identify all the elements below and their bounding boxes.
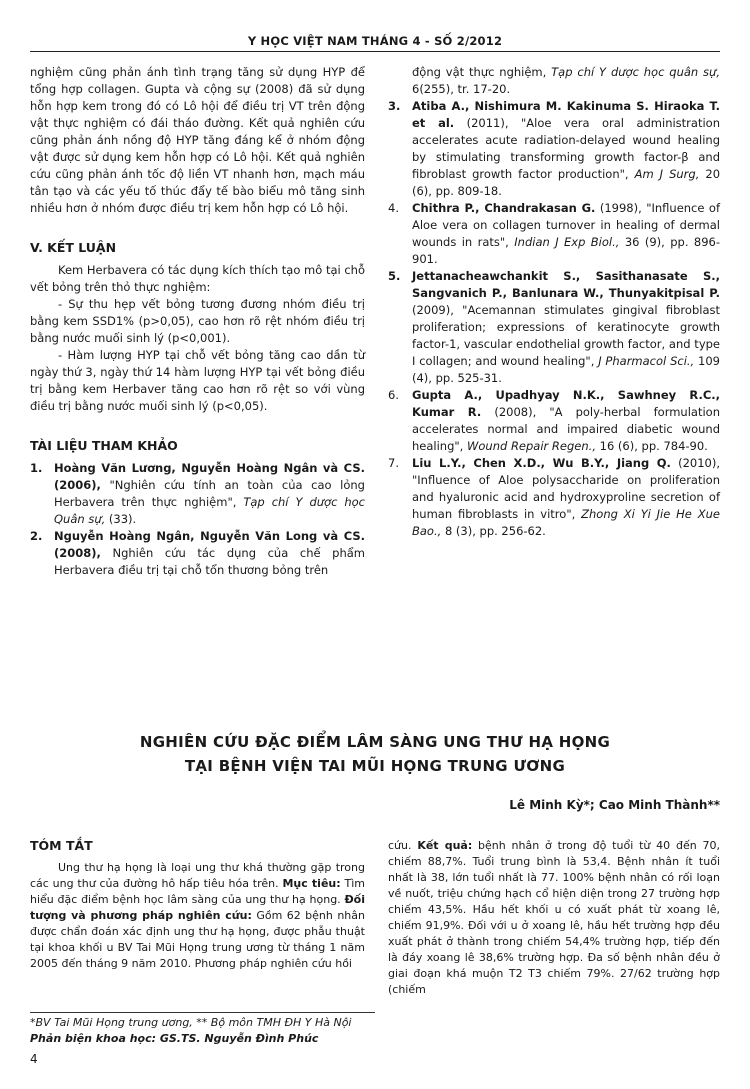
reference-item [30,460,365,528]
reference-text: (2008), "A poly-herbal formulation accelerates normal and impaired diabetic wound healing", [412,405,720,453]
reference-tail: 16 (6), pp. 784-90. [595,439,708,453]
reference-number: 2. [30,529,43,543]
article-authors: Lê Minh Kỳ*; Cao Minh Thành** [509,798,720,812]
article-title-line: TẠI BỆNH VIỆN TAI MŨI HỌNG TRUNG ƯƠNG [184,757,566,775]
running-header: Y HỌC VIỆT NAM THÁNG 4 - SỐ 2/2012 [30,30,720,52]
reference-tail: (33). [105,512,137,526]
reference-number: 5. [388,269,401,283]
reference-tail: 6(255), tr. 17-20. [412,82,511,96]
abstract-text: Gồm 62 bệnh nhân được chẩn đoán xác định ung thư hạ họng, được phẫu thuật tại khoa khối u BV Tai Mũi Họng trung ương từ tháng 1 năm 2005 đến tháng 9 năm 2010. Phương pháp nghiên cứu hồi [30,909,365,970]
reference-text: (2009), "Acemannan stimulates gingival fibroblast proliferation; expressions of keratinocyte growth factor-1, vascular endothelial growth factor, and type I collagen; and wound healing", [412,303,720,368]
reference-tail: 20 (6), pp. 809-18. [412,167,721,198]
abstract-label: Đối tượng và phương pháp nghiên cứu: [30,893,365,922]
reference-number: 7. [388,456,399,470]
reference-authors: Atiba A., Nishimura M. Kakinuma S. Hiraoka T. et al. [412,99,720,130]
reference-authors: Jettanacheawchankit S., Sasithanasate S., Sangvanich P., Banlunara W., Thunyakitpisal P. [412,269,720,300]
abstract-label: Kết quả: [417,839,473,852]
reference-tail: 8 (3), pp. 256-62. [441,524,546,538]
reference-item [388,200,720,268]
reference-text: Nghiên cứu tác dụng của chế phẩm Herbavera điều trị tại chỗ tổn thương bỏng trên [54,546,365,577]
reference-text: (2011), "Aloe vera oral administration accelerates acute radiation-delayed wound healing by stimulating transforming growth factor-β and fibroblast growth factor production", [412,116,720,181]
reference-text: (2010), "Influence of Aloe polysaccharide on proliferation and hyaluronic acid and hydroxyproline secretion of human fibroblasts in vitro", [412,456,720,521]
conclusion-point: - Hàm lượng HYP tại chỗ vết bỏng tăng cao dần từ ngày thứ 3, ngày thứ 14 hàm lượng HYP tại vết bỏng điều trị bằng kem Herbaver tăng cao hơn rõ rệt so với vùng điều trị bằng nước muối sinh lý (p<0,05). [30,348,365,413]
reference-authors: Liu L.Y., Chen X.D., Wu B.Y., Jiang Q. [412,456,671,470]
abstract-text: Tìm hiểu đặc điểm bệnh học lâm sàng của ung thư hạ họng. [30,877,365,906]
reference-journal: Am J Surg, [634,167,700,181]
article-title [30,730,720,778]
reviewer-name: GS.TS. Nguyễn Đình Phúc [156,1032,319,1045]
footnote-reviewer [30,1031,318,1046]
abstract-text: Ung thư hạ họng là loại ung thư khá thường gặp trong các ung thư của đường hô hấp tiêu hóa trên. [30,861,365,890]
reference-authors: Chithra P., Chandrakasan G. [412,201,596,215]
reference-tail: 36 (9), pp. 896-901. [412,235,720,266]
abstract-right-column [388,838,720,998]
abstract-paragraph [388,838,720,998]
reference-text: (1998), "Influence of Aloe vera on collagen turnover in healing of dermal wounds in rats", [412,201,720,249]
reference-item [388,387,720,455]
abstract-paragraph [30,860,365,972]
reference-number: 3. [388,99,401,113]
reference-number: 6. [388,388,399,402]
abstract-left-column [30,838,365,972]
abstract-label: Mục tiêu: [282,877,341,890]
reference-text: "Nghiên cứu tính an toàn của cao lỏng Herbavera trên thực nghiệm", [54,478,365,509]
reference-journal: Tạp chí Y dược học quân sự, [551,65,720,79]
reference-journal: Zhong Xi Yi Jie He Xue Bao., [412,507,720,538]
reviewer-label: Phản biện khoa học: [30,1032,157,1045]
reference-journal: Wound Repair Regen., [467,439,596,453]
reference-journal: Indian J Exp Biol., [514,235,620,249]
footnote-affiliation: *BV Tai Mũi Họng trung ương, ** Bộ môn TMH ĐH Y Hà Nội [30,1016,352,1029]
reference-number: 4. [388,201,399,215]
reference-text: động vật thực nghiệm, [412,65,552,79]
reference-journal: J Pharmacol Sci., [598,354,695,368]
right-column [388,64,720,540]
reference-item [388,455,720,540]
body-paragraph: nghiệm cũng phản ánh tình trạng tăng sử dụng HYP để tổng hợp collagen. Gupta và cộng sự (2008) đã sử dụng hỗn hợp kem trong đó có Lô hội để điều trị VT trên động vật thực nghiệm có đái tháo đường. Kết quả nghiên cứu cũng phản ánh nồng độ HYP tăng đáng kể ở nhóm động vật được sử dụng kem hỗn hợp có Lô hội. Kết quả nghiên cứu cũng phản ánh tốc độ liền VT nhanh hơn, mạch máu tân tạo và các yếu tố thúc đẩy tế bào biểu mô tăng sinh nhiều hơn ở nhóm được điều trị kem hỗn hợp có Lô hội. [30,65,365,215]
article-title-line: NGHIÊN CỨU ĐẶC ĐIỂM LÂM SÀNG UNG THƯ HẠ HỌNG [139,733,611,751]
conclusion-intro: Kem Herbavera có tác dụng kích thích tạo mô tại chỗ vết bỏng trên thỏ thực nghiệm: [30,263,365,294]
reference-authors: Gupta A., Upadhyay N.K., Sawhney R.C., Kumar R. [412,388,720,419]
reference-number: 1. [30,461,43,475]
page-number: 4 [30,1052,38,1066]
abstract-text: cứu. [388,839,418,852]
reference-item [30,528,365,579]
footnote-divider [30,1012,375,1013]
left-column [30,64,365,579]
conclusion-point: - Sự thu hẹp vết bỏng tương đương nhóm điều trị bằng kem SSD1% (p>0,05), cao hơn rõ rệt nhóm điều trị bằng nước muối sinh lý (p<0,001). [30,297,365,345]
abstract-text: bệnh nhân ở trong độ tuổi từ 40 đến 70, chiếm 88,7%. Tuổi trung bình là 53,4. Bệnh nhân ít tuổi nhất là 38, lớn tuổi nhất là 77. 100% bệnh nhân có rối loạn về nuốt, triệu chứng hạch cổ hiện diện trong 27 trường hợp chiếm 43,5%. Hầu hết khối u có xuất phát từ xoang lê, chiếm 91,9%. Đối với u ở xoang lê, hầu hết trường hợp đều xuất phát ở thành trong chiếm 54,4% trường hợp, tiếp đến là đáy xoang lê 38,6% trường hợp. Đa số bệnh nhân đều ở giai đoạn khá muộn T2 T3 chiếm 79%. 27/62 trường hợp (chiếm [388,839,721,996]
reference-authors: Hoàng Văn Lương, Nguyễn Hoàng Ngân và CS. (2006), [54,461,365,492]
reference-journal: Tạp chí Y dược học Quân sự, [54,495,365,526]
reference-authors: Nguyễn Hoàng Ngân, Nguyễn Văn Long và CS. (2008), [54,529,365,560]
references-heading: TÀI LIỆU THAM KHẢO [30,438,178,453]
reference-item [388,98,720,200]
conclusion-heading: V. KẾT LUẬN [30,240,117,255]
abstract-heading: TÓM TẮT [30,838,93,853]
reference-tail: 109 (4), pp. 525-31. [412,354,720,385]
reference-item [388,268,720,387]
reference-item [388,64,720,98]
